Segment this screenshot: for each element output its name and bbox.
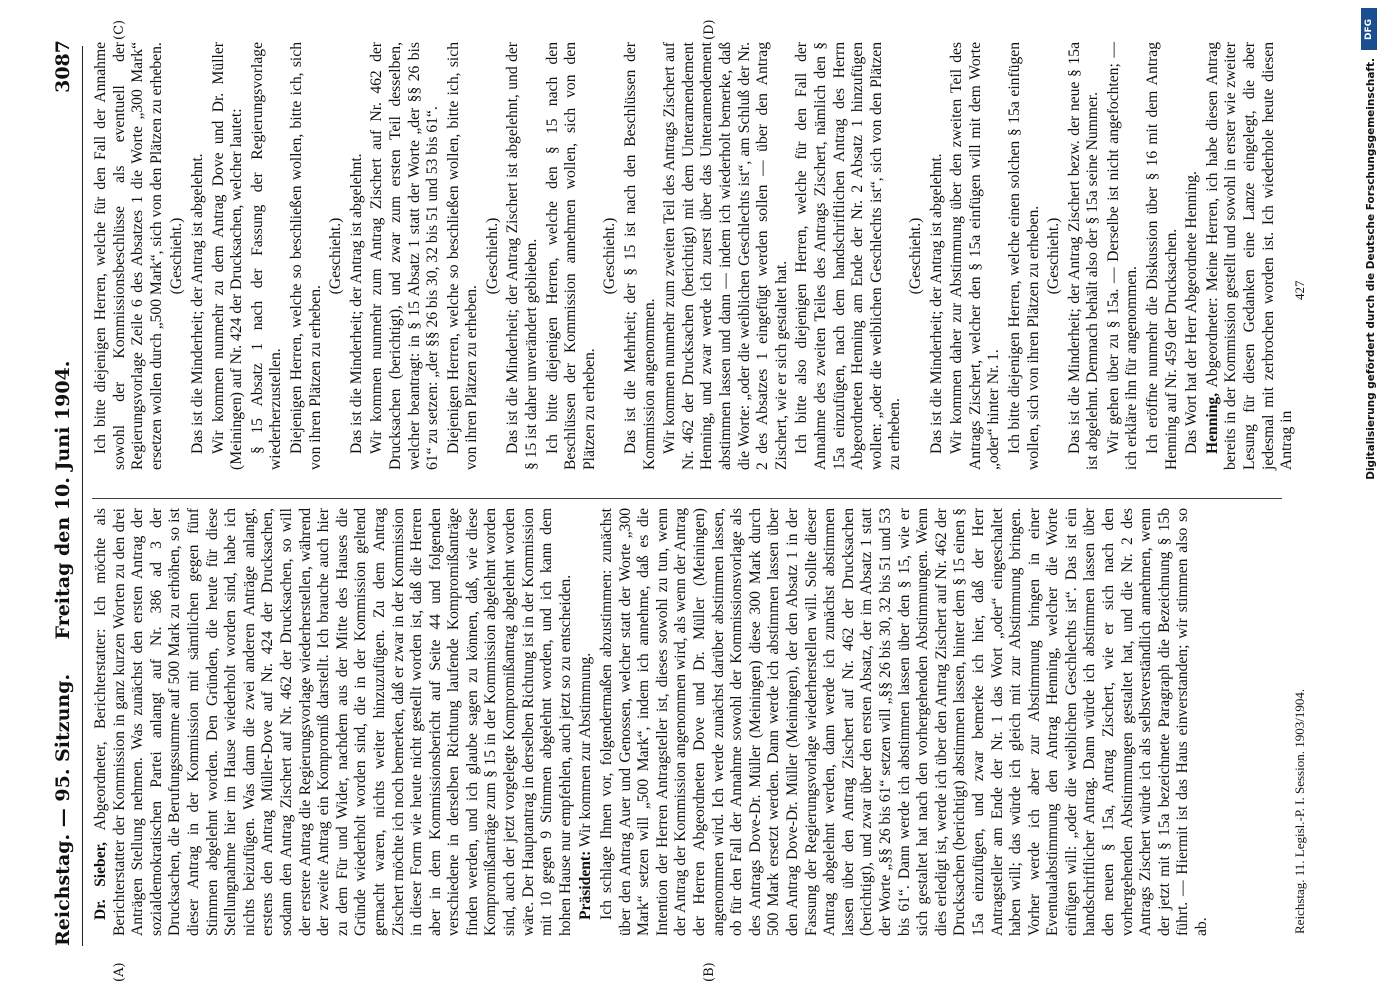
paragraph-text: Wir kommen nunmehr zum Antrag Zischert auf Nr. 462 der Drucksachen (berichtigt), und zwar zum ersten Teil desselben, welcher beantragt: in § 15 Absatz 1 statt der Worte „der §§ 26 bis 61“ zu setzen: „der §§ 26 bis 30, 32 bis 51 und 53 bis 61“. <box>368 42 442 470</box>
paragraph <box>1183 42 1202 470</box>
paragraph-text: Ich bitte also diejenigen Herren, welche für den Fall der Annahme des zweiten Teiles des Antrags Zischert, nämlich den § 15a einzufügen, nach dem handschriftlichen Antrag des Herrn Abgeordneten Henning am Ende der Nr. 2 Absatz 1 hinzufügen wollen: „oder die weiblichen Geschlechts ist“, sich von den Plätzen zu erheben. <box>793 42 904 470</box>
paragraph-text: Ich bitte diejenigen Herren, welche den § 15 nach den Beschlüssen der Kommission annehmen wollen, sich von den Plätzen zu erheben. <box>543 42 598 470</box>
paragraph-text: Abgeordneter: Meine Herren, ich habe diesen Antrag bereits in der Kommission gestellt und sowohl in erster wie zweiter Lesung für diesen Gedanken eine Lanze eingelegt, die aber jedesmal mit zerbrochen worden ist. Ich wiederhole heute diesen Antrag in <box>1203 42 1296 470</box>
paragraph <box>168 42 187 470</box>
paragraph-text: Wir kommen zur Abstimmung. <box>577 652 595 848</box>
paragraph-text: Das ist die Minderheit; der Antrag ist abgelehnt. <box>188 153 206 454</box>
header-rule <box>82 46 83 946</box>
paragraph <box>504 42 541 470</box>
paragraph-text: Abgeordneter, Berichterstatter: Ich möchte als Berichterstatter der Kommission in ganz kurzen Worten zu den drei Anträgen Stellung nehmen. Was zunächst den ersten Antrag der sozialdemokratischen Partei anlangt auf Nr. 386 ad 3 der Drucksachen, die Berufungssumme auf 500 Mark zu erhöhen, so ist dieser Antrag in der Kommission mit sämtlichen gegen fünf Stimmen abgelehnt worden. Den Gründen, die heute für diese Stellungnahme hier im Hause wiederholt worden sind, habe ich nichts beizufügen. Was dann die zwei anderen Anträge anlangt, erstens den Antrag Müller-Dove auf Nr. 424 der Drucksachen, sodann den Antrag Zischert auf Nr. 462 der Drucksachen, so will der erstere Antrag die Regierungsvorlage wiederherstellen, während der zweite Antrag ein Kompromiß darstellt. Ich brauche auch hier zu dem Für und Wider, nachdem aus der Mitte des Hauses die Gründe wiederholt worden sind, die in der Kommission geltend gemacht waren, nichts weiter hinzuzufügen. Zu dem Antrag Zischert möchte ich noch bemerken, daß er zwar in der Kommission in dieser Form wie heute nicht gestellt worden ist, daß die Herren aber in dem Kommissionsbericht auf Seite 44 und folgenden verschiedene in derselben Richtung laufende Kompromißanträge finden werden, und ich glaube sagen zu können, daß, wie diese Kompromißanträge zum § 15 in der Kommission abgelehnt worden sind, auch der jetzt vorgelegte Kompromißantrag abgelehnt worden wäre. Der Hauptantrag in derselben Richtung ist in der Kommission mit 10 gegen 9 Stimmen abgelehnt worden, und ich kann dem hohen Hause nur empfehlen, auch jetzt so zu entscheiden. <box>92 508 574 936</box>
paragraph-text: Diejenigen Herren, welche so beschließen wollen, bitte ich, sich von ihren Plätzen zu erheben. <box>287 42 324 470</box>
left-column <box>92 508 1292 936</box>
paragraph <box>661 42 791 470</box>
page-number: 3087 <box>52 40 74 93</box>
page-header <box>52 40 80 960</box>
paragraph <box>484 42 503 470</box>
header-center: Freitag den 10. Juni 1904. <box>52 360 74 640</box>
digitization-credit: Digitalisierung gefördert durch die Deutsche Forschungsgemeinschaft. <box>1365 58 1377 480</box>
paragraph <box>92 508 575 936</box>
paragraph-text: (Geschieht.) <box>168 217 186 295</box>
paragraph-text: Das ist die Mehrheit; der § 15 ist nach den Beschlüssen der Kommission angenommen. <box>622 42 658 470</box>
paragraph-text: Ich schlage Ihnen vor, folgendermaßen abzustimmen: zunächst über den Antrag Auer und Genossen, welcher statt der Worte „300 Mark“ setzen will „500 Mark“, indem ich annehme, daß es die Intention der Herren Antragsteller ist, dieses sowohl zu tun, wenn der Antrag der Kommission angenommen wird, als wenn der Antrag der Herren Abgeordneten Dove und Dr. Müller (Meiningen) angenommen wird. Ich werde zunächst darüber abstimmen lassen, ob für den Fall der Annahme sowohl der Kommissionsvorlage als des Antrags Dove-Dr. Müller (Meiningen) diese 300 Mark durch 500 Mark ersetzt werden. Dann werde ich abstimmen lassen über den Antrag Dove-Dr. Müller (Meiningen), der den Absatz 1 in der Fassung der Regierungsvorlage wiederherstellen will. Sollte dieser Antrag abgelehnt werden, dann werde ich zunächst abstimmen lassen über den Antrag Zischert auf Nr. 462 der Drucksachen (berichtigt), und zwar über den ersten Absatz, der im Absatz 1 statt der Worte „§§ 26 bis 61“ setzen will „§§ 26 bis 30, 32 bis 51 und 53 bis 61“. Dann werde ich abstimmen lassen über den § 15, wie er sich gestaltet hat nach den vorhergehenden Abstimmungen. Wenn dies erledigt ist, werde ich über den Antrag Zischert auf Nr. 462 der Drucksachen (berichtigt) abstimmen lassen, hinter dem § 15 einen § 15a einzufügen, und zwar bemerke ich hier, daß der Herr Antragsteller am Ende der Nr. 1 das Wort „oder“ eingeschaltet haben will; das würde ich gleich mit zur Abstimmung bringen. Vorher werde ich aber zur Abstimmung bringen in einer Eventualabstimmung den Antrag Henning, welcher die Worte einfügen will: „oder die weiblichen Geschlechts ist“. Das ist ein handschriftlicher Antrag. Dann würde ich abstimmen lassen über den neuen § 15a, Antrag Zischert, wie er sich nach den vorhergehenden Abstimmungen gestaltet hat, und die Nr. 2 des Antrags Zischert würde ich als selbstverständlich annehmen, wenn der jetzt mit § 15a bezeichnete Paragraph die Bezeichnung § 15b führt. — Hiermit ist das Haus einverstanden; wir stimmen also so ab. <box>598 508 1211 936</box>
paragraph-text: Ich bitte diejenigen Herren, welche für den Fall der Annahme sowohl der Kommissionsbeschlüsse als eventuell der Regierungsvorlage Zeile 6 des Absatzes 1 die Worte „300 Mark“ ersetzen wollen durch „500 Mark“, sich von den Plätzen zu erheben. <box>92 42 165 470</box>
paragraph <box>544 42 600 470</box>
paragraph-text: Ich eröffne nunmehr die Diskussion über § 16 mit dem Antrag Henning auf Nr. 459 der Drucksachen. <box>1144 42 1180 470</box>
paragraph <box>189 42 208 470</box>
paragraph-text: Wir kommen daher zur Abstimmung über den zweiten Teil des Antrags Zischert, welcher den § 15a einfügen will mit dem Worte „oder“ hinter Nr. 1. <box>948 42 1003 470</box>
paragraph <box>1066 42 1103 470</box>
margin-mark-a: (A) <box>112 962 127 982</box>
paragraph <box>1105 42 1142 470</box>
paragraph <box>445 42 482 470</box>
paragraph-text: Wir gehen über zu § 15a. — Derselbe ist nicht angefochten; — ich erkläre ihn für angenommen. <box>1104 42 1141 470</box>
footer: Reichstag. 11. Legisl.-P. I. Session. 1903/1904. <box>1292 688 1307 934</box>
paragraph-text: (Geschieht.) <box>1045 217 1063 295</box>
paragraph <box>793 42 905 470</box>
paragraph <box>1006 42 1043 470</box>
paragraph <box>948 42 1004 470</box>
speaker-name: Henning, <box>1203 392 1221 454</box>
paragraph <box>92 42 166 470</box>
paragraph-text: Wir kommen nunmehr zu dem Antrag Dove und Dr. Müller (Meiningen) auf Nr. 424 der Drucksachen, welcher lautet: <box>209 42 246 470</box>
margin-mark-b: (B) <box>702 962 717 982</box>
column-divider <box>92 498 1282 499</box>
speaker-name: Präsident: <box>577 850 595 920</box>
paragraph <box>210 42 247 470</box>
paragraph <box>249 42 286 470</box>
dfg-logo: DFG <box>1361 8 1377 50</box>
paragraph-text: (Geschieht.) <box>327 217 345 295</box>
paragraph-text: Ich bitte diejenigen Herren, welche einen solchen § 15a einfügen wollen, sich von ihren Plätzen zu erheben. <box>1005 42 1042 470</box>
paragraph-text: Wir kommen nunmehr zum zweiten Teil des Antrags Zischert auf Nr. 462 der Drucksachen (berichtigt) mit dem Unteramendement Henning, und zwar werde ich zuerst über das Unteramendement abstimmen lassen und dann — indem ich wiederholt bemerke, daß die Worte: „oder die weiblichen Geschlechts ist“, am Schluß der Nr. 2 des Absatzes 1 eingefügt werden sollen — über den Antrag Zischert, wie er sich gestaltet hat. <box>661 42 790 470</box>
paragraph-text: (Geschieht.) <box>601 217 619 295</box>
paragraph-text: § 15 Absatz 1 nach der Fassung der Regierungsvorlage wiederherzustellen. <box>248 42 285 470</box>
right-column <box>92 42 1296 470</box>
margin-mark-d: (D) <box>702 19 717 40</box>
paragraph <box>907 42 926 470</box>
paragraph-text: (Geschieht.) <box>906 217 924 295</box>
paragraph <box>577 508 596 936</box>
paragraph <box>327 42 346 470</box>
paragraph-text: Das Wort hat der Herr Abgeordnete Henning. <box>1183 171 1201 454</box>
signature-mark: 427 <box>1292 280 1307 300</box>
margin-mark-c: (C) <box>112 19 127 40</box>
paragraph <box>928 42 947 470</box>
paragraph-text: Das ist die Minderheit; der Antrag Zischert bezw. der neue § 15a ist abgelehnt. Demnach behält also der § 15a seine Nummer. <box>1065 42 1102 470</box>
paragraph <box>348 42 367 470</box>
paragraph-text: (Geschieht.) <box>483 217 501 295</box>
speaker-name: Dr. Sieber, <box>92 841 109 920</box>
paragraph <box>1204 42 1297 470</box>
paragraph-text: Das ist die Minderheit; der Antrag Zischert ist abgelehnt, und der § 15 ist daher unverändert geblieben. <box>504 42 541 470</box>
paragraph-text: Diejenigen Herren, welche so beschließen wollen, bitte ich, sich von ihren Plätzen zu erheben. <box>444 42 481 470</box>
paragraph <box>1045 42 1064 470</box>
paragraph <box>288 42 325 470</box>
paragraph <box>368 42 442 470</box>
header-left: Reichstag. — 95. Sitzung. <box>52 673 74 946</box>
paragraph <box>1144 42 1181 470</box>
paragraph-text: Das ist die Minderheit; der Antrag ist abgelehnt. <box>347 153 365 454</box>
paragraph-text: Das ist die Minderheit; der Antrag ist abgelehnt. <box>927 153 945 454</box>
paragraph <box>622 42 659 470</box>
paragraph <box>601 42 620 470</box>
paragraph <box>598 508 1212 936</box>
